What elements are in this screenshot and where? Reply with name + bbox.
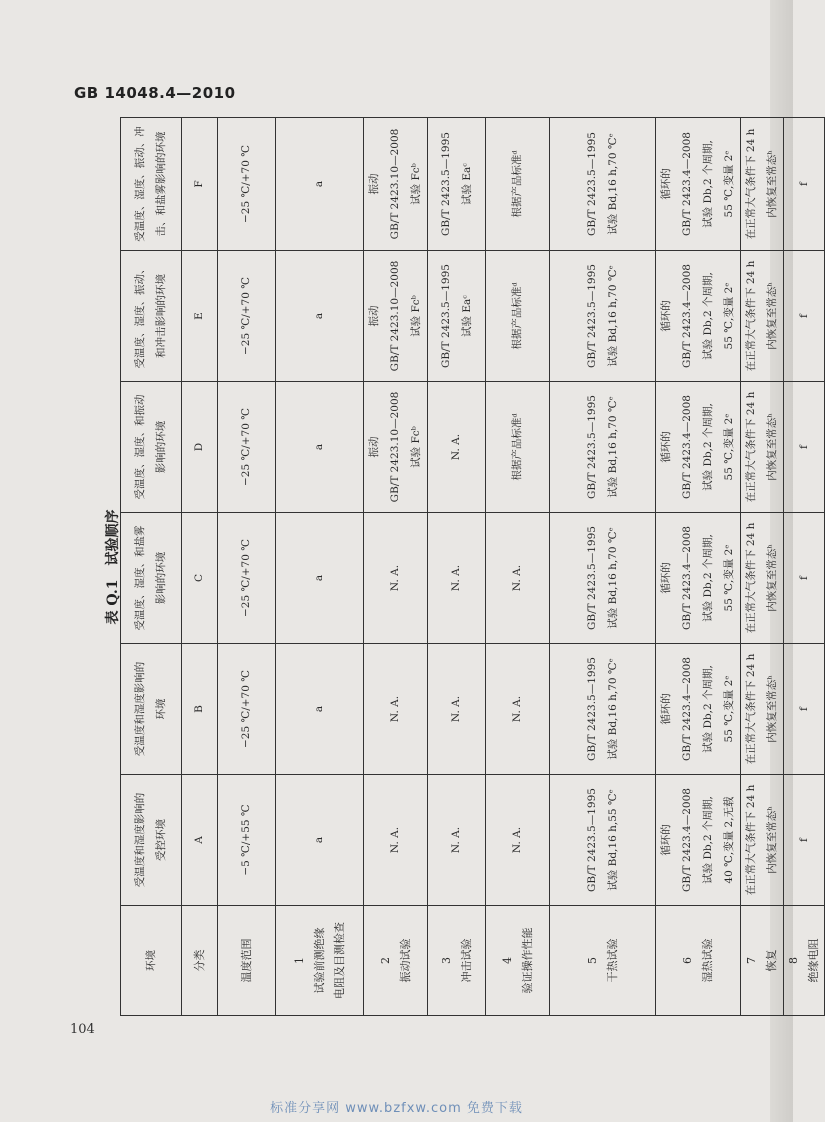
cell-text: GB/T 2423.5—1995 <box>585 264 598 368</box>
cell-text: 试验 Eaᶜ <box>460 295 473 337</box>
cell-text: 在正常大气条件下 24 h <box>745 784 757 896</box>
table-header-row <box>121 118 182 1016</box>
cell-text: 55 ℃,变量 2ᵉ <box>723 413 735 481</box>
row-test-6 <box>656 118 741 1016</box>
table-cell <box>428 644 486 775</box>
cell-text: 根据产品标准ᵈ <box>511 150 523 218</box>
row-label-text: 湿热试验 <box>701 938 714 983</box>
header-cell-e <box>121 251 182 382</box>
row-label-text: 绝缘电阻 <box>807 938 820 983</box>
table-cell <box>784 513 825 644</box>
table-cell <box>784 775 825 906</box>
cell-text: N. A. <box>450 433 462 461</box>
row-label-text: 5 <box>585 957 599 964</box>
cell-text: 55 ℃,变量 2ᵉ <box>723 544 735 612</box>
row-test-8 <box>784 118 825 1016</box>
row-label-text: 8 <box>787 957 800 964</box>
table-cell <box>428 513 486 644</box>
header-cell-f <box>121 118 182 251</box>
cell-text: 根据产品标准ᵈ <box>511 413 523 481</box>
cell-text: 试验 Bd,16 h,70 ℃ᵉ <box>606 527 619 629</box>
cell-text: 循环的 <box>660 300 672 332</box>
cell-text: 在正常大气条件下 24 h <box>745 391 757 503</box>
cell-text: 试验 Bd,16 h,70 ℃ᵉ <box>606 658 619 760</box>
cell-text: −25 ℃/+70 ℃ <box>240 407 252 487</box>
cell-text: 振动 <box>368 436 380 458</box>
table-cell <box>784 251 825 382</box>
cell-text: GB/T 2423.4—2008 <box>681 132 693 236</box>
cell-text: GB/T 2423.5—1995 <box>439 132 452 236</box>
cell-text: GB/T 2423.4—2008 <box>681 264 693 368</box>
cell-text: 试验 Db,2 个周期, <box>702 665 714 753</box>
cell-text: f <box>797 445 810 449</box>
table-cell <box>486 775 550 906</box>
cell-text: N. A. <box>389 564 401 592</box>
cell-text: 循环的 <box>660 431 672 463</box>
table-caption: 表 Q.1 试验顺序 <box>105 509 121 625</box>
row-test-7 <box>741 118 784 1016</box>
cell-text: GB/T 2423.10—2008 <box>389 128 401 240</box>
cell-text: a <box>313 443 325 451</box>
header-text: 受温度、湿度、振动、冲 <box>134 126 146 242</box>
row-label-text: 干热试验 <box>605 938 619 983</box>
table-cell <box>656 644 741 775</box>
cell-text: D <box>193 442 205 452</box>
row-test-2 <box>364 118 428 1016</box>
cell-text: 试验 Fcᵇ <box>410 295 422 337</box>
cell-text: 试验 Bd,16 h,70 ℃ᵉ <box>606 265 619 367</box>
cell-text: 循环的 <box>660 562 672 594</box>
header-text: 受温度和湿度影响的 <box>134 661 146 757</box>
cell-text: N. A. <box>511 826 523 854</box>
row-label-text: 冲击试验 <box>459 938 473 983</box>
row-label-text: 3 <box>439 957 453 964</box>
cell-text: 内恢复至常态ʰ <box>766 675 778 743</box>
header-text: 受温度、湿度、和振动 <box>134 394 146 500</box>
row-label-text: 6 <box>681 957 694 964</box>
cell-text: 内恢复至常态ʰ <box>766 282 778 350</box>
cell-text: GB/T 2423.4—2008 <box>681 526 693 630</box>
table-cell <box>784 382 825 513</box>
cell-text: 试验 Eaᶜ <box>460 163 473 205</box>
cell-text: C <box>193 573 205 583</box>
cell-text: 55 ℃,变量 2ᵉ <box>723 150 735 218</box>
table-cell <box>182 118 218 251</box>
table-cell <box>364 382 428 513</box>
standard-number: GB 14048.4—2010 <box>74 84 236 102</box>
table-cell <box>741 251 784 382</box>
page-number: 104 <box>70 1022 95 1037</box>
cell-text: N. A. <box>450 564 462 592</box>
cell-text: −25 ℃/+70 ℃ <box>240 669 252 749</box>
table-cell <box>550 644 656 775</box>
table-cell <box>428 251 486 382</box>
header-text: 受温度、湿度、振动、 <box>134 263 146 369</box>
cell-text: A <box>193 836 205 844</box>
row-test-5 <box>550 118 656 1016</box>
cell-text: 试验 Db,2 个周期, <box>702 796 714 884</box>
row-label-text: 试验前测绝缘 <box>312 927 326 994</box>
header-cell-d <box>121 382 182 513</box>
cell-text: f <box>797 314 810 318</box>
row-label-text: 4 <box>500 957 514 964</box>
cell-text: a <box>313 574 325 582</box>
table-cell <box>550 118 656 251</box>
cell-text: f <box>797 707 810 711</box>
header-text: 影响的环境 <box>155 551 167 605</box>
cell-text: F <box>193 180 205 188</box>
table-cell <box>276 118 364 251</box>
cell-text: 在正常大气条件下 24 h <box>745 128 757 240</box>
cell-text: 内恢复至常态ʰ <box>766 806 778 874</box>
table-cell <box>486 382 550 513</box>
cell-text: −25 ℃/+70 ℃ <box>240 144 252 224</box>
cell-text: 在正常大气条件下 24 h <box>745 260 757 372</box>
cell-text: a <box>313 312 325 320</box>
cell-text: GB/T 2423.5—1995 <box>585 788 598 892</box>
header-text: 受温度、湿度、和盐雾 <box>134 525 146 631</box>
cell-text: 循环的 <box>660 824 672 856</box>
cell-text: 试验 Bd,16 h,70 ℃ᵉ <box>606 133 619 235</box>
table-cell <box>486 118 550 251</box>
cell-text: −25 ℃/+70 ℃ <box>240 538 252 618</box>
header-cell-c <box>121 513 182 644</box>
table-cell <box>486 644 550 775</box>
cell-text: GB/T 2423.5—1995 <box>585 132 598 236</box>
table-cell <box>784 118 825 251</box>
row-label-text: 验证操作性能 <box>520 927 534 994</box>
cell-text: 循环的 <box>660 168 672 200</box>
cell-text: 内恢复至常态ʰ <box>766 544 778 612</box>
cell-text: N. A. <box>511 695 523 723</box>
table-cell <box>656 513 741 644</box>
table-cell <box>276 382 364 513</box>
row-label-text: 分类 <box>192 949 206 972</box>
row-label <box>784 906 825 1016</box>
table-cell <box>218 513 276 644</box>
table-cell <box>550 513 656 644</box>
table-cell <box>364 251 428 382</box>
table-cell <box>656 775 741 906</box>
table-cell <box>276 644 364 775</box>
header-cell-b <box>121 644 182 775</box>
table-cell <box>364 118 428 251</box>
cell-text: GB/T 2423.10—2008 <box>389 260 401 372</box>
rotated-table-block <box>102 118 820 1016</box>
table-cell <box>656 251 741 382</box>
table-cell <box>741 118 784 251</box>
table-cell <box>218 382 276 513</box>
cell-text: N. A. <box>511 564 523 592</box>
row-label <box>741 906 784 1016</box>
cell-text: 根据产品标准ᵈ <box>511 282 523 350</box>
cell-text: 55 ℃,变量 2ᵉ <box>723 675 735 743</box>
header-text: 环境 <box>155 698 167 720</box>
cell-text: GB/T 2423.5—1995 <box>585 657 598 761</box>
table-cell <box>550 775 656 906</box>
table-cell <box>656 382 741 513</box>
cell-text: 内恢复至常态ʰ <box>766 150 778 218</box>
row-label <box>550 906 656 1016</box>
cell-text: 循环的 <box>660 693 672 725</box>
row-label-text: 2 <box>378 957 392 964</box>
cell-text: 试验 Db,2 个周期, <box>702 534 714 622</box>
cell-text: 在正常大气条件下 24 h <box>745 522 757 634</box>
cell-text: N. A. <box>450 826 462 854</box>
row-label-text: 7 <box>745 957 758 964</box>
table-cell <box>741 644 784 775</box>
row-label-text: 1 <box>292 957 306 964</box>
cell-text: −25 ℃/+70 ℃ <box>240 276 252 356</box>
header-text: 击、和盐雾影响的环境 <box>155 131 167 237</box>
table-cell <box>218 644 276 775</box>
footer-watermark: 标准分享网 www.bzfxw.com 免费下载 <box>270 1101 523 1116</box>
cell-text: f <box>797 182 810 186</box>
cell-text: 试验 Db,2 个周期, <box>702 272 714 360</box>
cell-text: 试验 Db,2 个周期, <box>702 140 714 228</box>
table-cell <box>276 251 364 382</box>
test-sequence-table <box>120 117 825 1016</box>
cell-text: GB/T 2423.4—2008 <box>681 395 693 499</box>
cell-text: 试验 Db,2 个周期, <box>702 403 714 491</box>
cell-text: 在正常大气条件下 24 h <box>745 653 757 765</box>
row-label <box>182 906 218 1016</box>
cell-text: −5 ℃/+55 ℃ <box>240 804 252 876</box>
row-label <box>486 906 550 1016</box>
cell-text: GB/T 2423.5—1995 <box>585 526 598 630</box>
cell-text: GB/T 2423.4—2008 <box>681 657 693 761</box>
cell-text: f <box>797 576 810 580</box>
row-label <box>276 906 364 1016</box>
table-cell <box>486 251 550 382</box>
cell-text: 振动 <box>368 173 380 195</box>
table-cell <box>486 513 550 644</box>
cell-text: 振动 <box>368 305 380 327</box>
row-label-text: 振动试验 <box>398 938 412 983</box>
table-cell <box>550 251 656 382</box>
table-cell <box>550 382 656 513</box>
cell-text: N. A. <box>450 695 462 723</box>
table-cell <box>364 644 428 775</box>
row-label <box>656 906 741 1016</box>
row-test-3 <box>428 118 486 1016</box>
row-label <box>364 906 428 1016</box>
table-cell <box>364 513 428 644</box>
table-cell <box>741 513 784 644</box>
header-cell-env <box>121 906 182 1016</box>
cell-text: GB/T 2423.10—2008 <box>389 391 401 503</box>
cell-text: GB/T 2423.5—1995 <box>439 264 452 368</box>
cell-text: a <box>313 705 325 713</box>
table-cell <box>276 513 364 644</box>
header-text: 环境 <box>144 950 157 971</box>
cell-text: 试验 Fcᵇ <box>410 163 422 205</box>
cell-text: a <box>313 836 325 844</box>
cell-text: B <box>193 705 205 713</box>
row-temperature <box>218 118 276 1016</box>
header-text: 受温度和湿度影响的 <box>134 792 146 888</box>
table-cell <box>276 775 364 906</box>
cell-text: f <box>797 838 810 842</box>
cell-text: N. A. <box>389 826 401 854</box>
table-cell <box>656 118 741 251</box>
table-cell <box>741 382 784 513</box>
row-test-4 <box>486 118 550 1016</box>
row-label-text: 电阻及目测检查 <box>332 922 346 999</box>
cell-text: 内恢复至常态ʰ <box>766 413 778 481</box>
table-cell <box>182 644 218 775</box>
table-cell <box>428 118 486 251</box>
cell-text: 55 ℃,变量 2ᵉ <box>723 282 735 350</box>
cell-text: GB/T 2423.5—1995 <box>585 395 598 499</box>
cell-text: GB/T 2423.4—2008 <box>681 788 693 892</box>
header-text: 和冲击影响的环境 <box>155 274 167 358</box>
cell-text: 试验 Bd,16 h,70 ℃ᵉ <box>606 396 619 498</box>
row-label-text: 恢复 <box>765 949 778 972</box>
table-cell <box>428 775 486 906</box>
header-cell-a <box>121 775 182 906</box>
table-cell <box>218 775 276 906</box>
table-cell <box>741 775 784 906</box>
table-cell <box>182 775 218 906</box>
cell-text: N. A. <box>389 695 401 723</box>
cell-text: 试验 Bd,16 h,55 ℃ᵉ <box>606 789 619 891</box>
table-cell <box>182 513 218 644</box>
row-label <box>218 906 276 1016</box>
row-test-1 <box>276 118 364 1016</box>
cell-text: 试验 Fcᵇ <box>410 426 422 468</box>
cell-text: 40 ℃,变量 2,无载 <box>723 796 735 884</box>
table-cell <box>784 644 825 775</box>
cell-text: E <box>193 312 205 320</box>
row-label <box>428 906 486 1016</box>
cell-text: a <box>313 180 325 188</box>
table-cell <box>428 382 486 513</box>
table-cell <box>182 382 218 513</box>
table-cell <box>218 118 276 251</box>
row-category <box>182 118 218 1016</box>
header-text: 受控环境 <box>155 819 167 861</box>
table-cell <box>182 251 218 382</box>
header-text: 影响的环境 <box>155 420 167 474</box>
row-label-text: 温度范围 <box>239 938 253 983</box>
table-cell <box>364 775 428 906</box>
table-cell <box>218 251 276 382</box>
